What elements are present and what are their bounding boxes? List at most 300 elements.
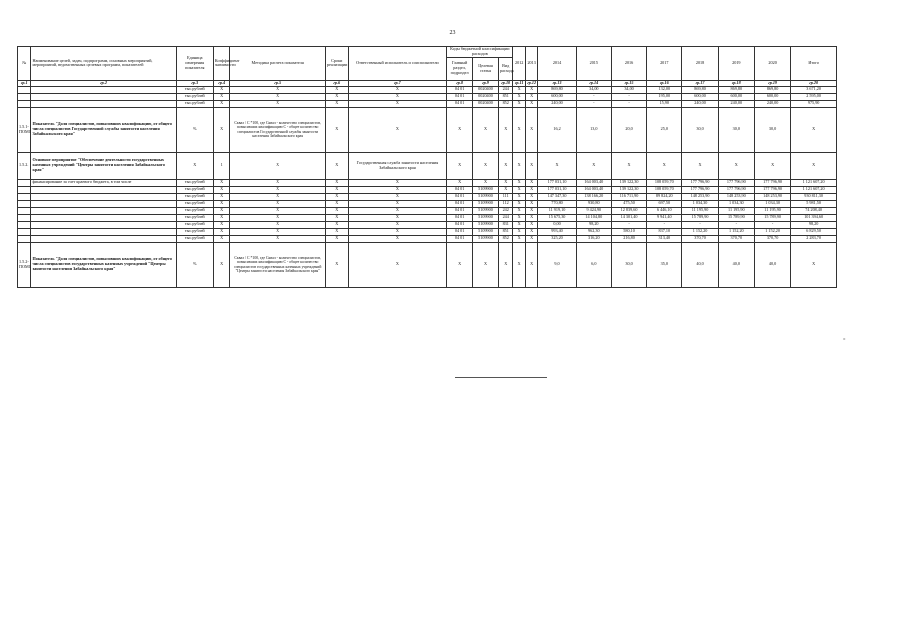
table-cell: 177 796,90 [682, 186, 718, 193]
table-cell: X [213, 214, 230, 221]
table-cell: 1.5.2-ПОМ1 [18, 242, 31, 287]
table-cell: 244 [498, 86, 513, 93]
header-year-2020: 2020 [754, 47, 790, 81]
table-cell: 101 394,60 [791, 214, 837, 221]
table-cell [31, 193, 176, 200]
table-cell: X [525, 228, 537, 235]
table-cell: X [325, 152, 348, 179]
table-cell: X [230, 221, 325, 228]
table-cell: X [513, 207, 525, 214]
table-cell [31, 93, 176, 100]
table-cell: 9 941,40 [647, 214, 682, 221]
table-cell: 177 796,90 [718, 179, 754, 186]
table-cell: Показатель "Доля специалистов, повысивших квалификацию, от общего числа специалистов Государственной службы занятости населения Забайкальского края" [31, 107, 176, 152]
table-cell: X [230, 214, 325, 221]
table-cell: X [213, 93, 230, 100]
table-cell: 177 796,90 [718, 186, 754, 193]
table-cell: Основное мероприятие "Обеспечение деятельности государственных казенных учреждений "Центры занятости населения Забайкальского края" [31, 152, 176, 179]
table-cell: 837,10 [647, 228, 682, 235]
table-row [18, 193, 837, 200]
table-cell: 962,30 [576, 228, 611, 235]
table-cell: 15 789,90 [754, 214, 790, 221]
table-cell: X [525, 86, 537, 93]
table-cell: 40,0 [754, 242, 790, 287]
table-cell: тыс.рублей [176, 214, 213, 221]
table-cell: тыс.рублей [176, 93, 213, 100]
table-cell: 240,00 [754, 100, 790, 107]
table-cell: 0,00 [538, 221, 576, 228]
header-year-2018: 2018 [682, 47, 718, 81]
table-row [18, 228, 837, 235]
table-cell: 316,20 [576, 235, 611, 242]
table-cell: 04 01 [447, 228, 473, 235]
column-number: гр.5 [230, 80, 325, 86]
column-number: гр.16 [647, 80, 682, 86]
table-cell: 34,00 [576, 86, 611, 93]
table-cell: Показатель "Доля специалистов, повысивших квалификацию, от общего числа специалистов государственных казенных учреждений "Центры занятости населения Забайкальского края" [31, 242, 176, 287]
table-cell: X [325, 235, 348, 242]
table-cell: X [498, 186, 513, 193]
table-cell: 89 824,20 [647, 193, 682, 200]
table-cell: 74 208,40 [791, 207, 837, 214]
table-cell: - [576, 100, 611, 107]
table-cell: 13,0 [576, 107, 611, 152]
table-cell: X [325, 100, 348, 107]
page-number: 23 [449, 30, 456, 36]
table-row [18, 179, 837, 186]
header-name: Наименование целей, задач, подпрограмм, основных мероприятий, мероприятий, ведомственных целевых программ, показателей [31, 47, 176, 81]
table-cell: X [473, 242, 499, 287]
table-cell: 993,40 [538, 228, 576, 235]
table-cell: X [230, 93, 325, 100]
table-cell: X [325, 221, 348, 228]
column-number: гр.14 [576, 80, 611, 86]
table-cell: 975,90 [791, 100, 837, 107]
table-cell [31, 100, 176, 107]
table-cell: X [348, 221, 446, 228]
table-cell: 14 104,80 [576, 214, 611, 221]
table-cell: X [348, 86, 446, 93]
table-cell: X [513, 214, 525, 221]
table-cell: 148 253,90 [718, 193, 754, 200]
table-cell: 1 121 607,20 [791, 186, 837, 193]
table-cell: 5109900 [473, 228, 499, 235]
table-cell: 34,00 [611, 86, 646, 93]
table-cell: 370,70 [682, 235, 718, 242]
column-number: гр.2 [31, 80, 176, 86]
table-cell: X [230, 100, 325, 107]
table-cell: 600,00 [754, 93, 790, 100]
table-cell: X [498, 152, 513, 179]
table-cell: 164 003,40 [576, 186, 611, 193]
column-number: гр.10 [498, 80, 513, 86]
table-cell: X [213, 228, 230, 235]
column-number: гр.13 [538, 80, 576, 86]
table-cell: 147 347,30 [538, 193, 576, 200]
table-cell: 6,0 [576, 242, 611, 287]
table-cell: X [513, 100, 525, 107]
table-row [18, 86, 837, 93]
header-code-type: Вид расхода [498, 57, 513, 80]
table-cell: X [348, 235, 446, 242]
header-unit: Единица измерения показателя [176, 47, 213, 81]
table-row [18, 100, 837, 107]
table-row [18, 207, 837, 214]
table-cell [18, 86, 31, 93]
table-cell: X [513, 93, 525, 100]
table-cell [31, 86, 176, 93]
table-cell: 14 301,40 [611, 214, 646, 221]
table-cell: X [348, 100, 446, 107]
table-cell: X [498, 242, 513, 287]
table-cell: X [348, 214, 446, 221]
table-row [18, 235, 837, 242]
table-cell: X [230, 228, 325, 235]
column-number: гр.3 [176, 80, 213, 86]
table-cell: X [682, 152, 718, 179]
table-cell: 5109900 [473, 235, 499, 242]
table-cell [31, 235, 176, 242]
table-cell: 852 [498, 100, 513, 107]
table-cell: 108 059,70 [647, 186, 682, 193]
table-cell: 148 253,90 [754, 193, 790, 200]
table-cell: 138 166,20 [576, 193, 611, 200]
table-cell: 242 [498, 207, 513, 214]
table-cell: X [525, 200, 537, 207]
table-cell [31, 228, 176, 235]
table-cell: X [213, 242, 230, 287]
table-cell: 5109900 [473, 214, 499, 221]
table-cell: 5 981,50 [791, 200, 837, 207]
table-cell: X [447, 242, 473, 287]
table-cell: 177 031,10 [538, 179, 576, 186]
table-cell: 04 01 [447, 100, 473, 107]
table-row [18, 107, 837, 152]
table-cell: X [538, 152, 576, 179]
table-cell: X [513, 228, 525, 235]
table-cell: 30,0 [718, 107, 754, 152]
table-cell: 04 01 [447, 186, 473, 193]
table-cell: 869,80 [682, 86, 718, 93]
table-cell: 12 839,60 [611, 207, 646, 214]
table-cell: X [230, 235, 325, 242]
table-cell: X [513, 235, 525, 242]
table-cell: X [348, 207, 446, 214]
table-cell: 240,00 [718, 100, 754, 107]
table-cell: 869,80 [754, 86, 790, 93]
table-cell: X [718, 152, 754, 179]
header-term: Сроки реализации [325, 47, 348, 81]
table-cell: 1 034,30 [682, 200, 718, 207]
table-cell: тыс.рублей [176, 193, 213, 200]
table-cell: 600,00 [718, 93, 754, 100]
column-number: гр.8 [447, 80, 473, 86]
table-cell: 108 059,70 [647, 179, 682, 186]
table-cell: Сквал / С *100, где Сквал - количество специалистов, повысивших квалификацию С - общее количество специалистов государственных казенных учреждений "Центры занятости населения Забайкальского края" [230, 242, 325, 287]
column-number: гр.15 [611, 80, 646, 86]
table-cell: 325,20 [538, 235, 576, 242]
table-cell: 139 122,30 [611, 179, 646, 186]
table-cell: 240,00 [538, 100, 576, 107]
table-cell: 98,20 [576, 221, 611, 228]
table-cell: X [754, 152, 790, 179]
edge-mark: « [843, 337, 846, 342]
table-cell: X [447, 152, 473, 179]
table-cell: 831 [498, 221, 513, 228]
table-row [18, 200, 837, 207]
table-cell [18, 193, 31, 200]
table-cell: X [325, 200, 348, 207]
table-cell: 04 01 [447, 200, 473, 207]
table-cell: 216,80 [611, 235, 646, 242]
table-cell [31, 207, 176, 214]
table-row [18, 242, 837, 287]
table-cell: 116 711,90 [611, 193, 646, 200]
table-cell: X [513, 242, 525, 287]
table-cell: 1.5.1-ПОМ1 [18, 107, 31, 152]
table-cell: 11 195,90 [754, 207, 790, 214]
column-number: гр.9 [473, 80, 499, 86]
table-cell: 98,20 [791, 221, 837, 228]
table-cell: 177 796,90 [682, 179, 718, 186]
table-cell: 5109900 [473, 207, 499, 214]
table-cell: - [754, 221, 790, 228]
table-cell: X [525, 179, 537, 186]
table-cell: тыс.рублей [176, 221, 213, 228]
table-cell: 132,00 [647, 86, 682, 93]
table-cell: 25,0 [647, 107, 682, 152]
table-cell: X [213, 179, 230, 186]
table-cell: 40,0 [682, 242, 718, 287]
table-cell: X [176, 152, 213, 179]
table-cell: X [213, 200, 230, 207]
table-cell: X [230, 86, 325, 93]
table-cell: 852 [498, 235, 513, 242]
table-cell: - [611, 100, 646, 107]
table-cell: 697,50 [647, 200, 682, 207]
table-cell: 2 595,00 [791, 93, 837, 100]
table-cell: 9 424,90 [576, 207, 611, 214]
header-year-2015: 2015 [576, 47, 611, 81]
table-cell: 20,0 [611, 107, 646, 152]
table-cell: X [513, 179, 525, 186]
table-cell: X [525, 214, 537, 221]
table-row [18, 93, 837, 100]
table-cell: 1.5.2. [18, 152, 31, 179]
table-cell [18, 235, 31, 242]
table-cell: 1 121 607,20 [791, 179, 837, 186]
table-cell: 35,0 [647, 242, 682, 287]
table-cell: X [513, 86, 525, 93]
table-cell: 40,0 [718, 242, 754, 287]
table-cell: - [647, 221, 682, 228]
table-cell [18, 186, 31, 193]
table-cell: 370,70 [718, 235, 754, 242]
table-cell: 148 253,90 [682, 193, 718, 200]
header-year-2013: 2013 [525, 47, 537, 81]
table-cell: 1 [213, 152, 230, 179]
table-cell: X [325, 193, 348, 200]
table-cell: X [473, 152, 499, 179]
table-cell: X [230, 200, 325, 207]
table-cell: X [325, 214, 348, 221]
table-cell: 1 152,20 [682, 228, 718, 235]
table-cell: X [230, 186, 325, 193]
header-year-2012: 2012 [513, 47, 525, 81]
table-cell: X [230, 152, 325, 179]
table-cell: 15 789,90 [682, 214, 718, 221]
table-cell: 30,0 [754, 107, 790, 152]
table-cell: 1 152,20 [718, 228, 754, 235]
header-resp: Ответственный исполнитель и соисполнители [348, 47, 446, 81]
table-cell: 111 [498, 193, 513, 200]
table-cell: тыс.рублей [176, 100, 213, 107]
table-cell: 11 195,90 [682, 207, 718, 214]
table-cell: X [525, 242, 537, 287]
table-cell: X [525, 221, 537, 228]
table-cell: X [525, 107, 537, 152]
table-cell: 770,80 [538, 200, 576, 207]
table-cell: 5109900 [473, 221, 499, 228]
table-row [18, 152, 837, 179]
table-cell: 30,0 [611, 242, 646, 287]
table-cell: X [213, 186, 230, 193]
table-cell: 0020400 [473, 86, 499, 93]
table-cell: X [611, 152, 646, 179]
table-cell: тыс.рублей [176, 179, 213, 186]
table-cell: X [473, 179, 499, 186]
table-cell: X [213, 193, 230, 200]
table-cell: X [513, 200, 525, 207]
table-cell: 1 152,20 [754, 228, 790, 235]
table-cell: 04 01 [447, 221, 473, 228]
header-code-section: Главный раздел, подраздел [447, 57, 473, 80]
table-cell: 04 01 [447, 93, 473, 100]
table-cell: X [213, 100, 230, 107]
table-cell: X [513, 152, 525, 179]
table-cell [18, 100, 31, 107]
table-cell: 11 919,10 [538, 207, 576, 214]
table-cell: 177 796,90 [754, 186, 790, 193]
table-cell: X [791, 242, 837, 287]
header-coef: Коэффициент значимости [213, 47, 230, 81]
table-cell: X [525, 235, 537, 242]
table-cell: 475,50 [611, 200, 646, 207]
header-year-2014: 2014 [538, 47, 576, 81]
table-cell: X [325, 242, 348, 287]
header-year-2016: 2016 [611, 47, 646, 81]
table-cell: 0020400 [473, 100, 499, 107]
table-cell: 164 003,40 [576, 179, 611, 186]
table-cell: X [213, 107, 230, 152]
table-cell: X [325, 86, 348, 93]
header-code-article: Целевая статья [473, 57, 499, 80]
column-number: гр.19 [754, 80, 790, 86]
table-cell: X [791, 152, 837, 179]
header-year-2019: 2019 [718, 47, 754, 81]
table-cell: 6 829,50 [791, 228, 837, 235]
table-cell: - [682, 221, 718, 228]
table-cell: X [447, 107, 473, 152]
table-cell: 112 [498, 200, 513, 207]
table-cell: X [325, 179, 348, 186]
table-cell [18, 228, 31, 235]
table-cell: 15,90 [647, 100, 682, 107]
table-cell: X [348, 93, 446, 100]
table-row [18, 186, 837, 193]
table-cell: 1 034,30 [754, 200, 790, 207]
budget-table [17, 46, 837, 288]
table-cell: X [230, 193, 325, 200]
table-cell [31, 221, 176, 228]
table-cell: X [513, 107, 525, 152]
table-cell: финансирование за счет краевого бюджета, в том числе [31, 179, 176, 186]
table-cell: 139 122,30 [611, 186, 646, 193]
table-cell: % [176, 242, 213, 287]
table-cell: 244 [498, 214, 513, 221]
table-cell: 0020400 [473, 93, 499, 100]
table-cell: X [325, 228, 348, 235]
table-cell: 177 031,10 [538, 186, 576, 193]
table-cell [31, 214, 176, 221]
table-cell: X [498, 107, 513, 152]
table-cell: X [576, 152, 611, 179]
table-cell [18, 214, 31, 221]
column-number: гр.6 [325, 80, 348, 86]
column-number: гр.17 [682, 80, 718, 86]
table-cell: 177 796,90 [754, 179, 790, 186]
table-cell: X [213, 86, 230, 93]
table-cell [31, 200, 176, 207]
table-cell: 15 675,30 [538, 214, 576, 221]
table-cell: X [447, 179, 473, 186]
table-cell: X [348, 242, 446, 287]
table-cell: - [611, 93, 646, 100]
table-cell: - [718, 221, 754, 228]
table-cell: 195,00 [647, 93, 682, 100]
table-cell: X [791, 107, 837, 152]
table-cell: 6 446,10 [647, 207, 682, 214]
column-number: гр.20 [791, 80, 837, 86]
table-cell: 04 01 [447, 207, 473, 214]
table-cell: X [348, 107, 446, 152]
table-row [18, 221, 837, 228]
table-cell: 240,00 [682, 100, 718, 107]
table-cell: 5109900 [473, 186, 499, 193]
table-cell: X [525, 93, 537, 100]
table-cell: 5109900 [473, 200, 499, 207]
table-cell: X [348, 193, 446, 200]
table-cell: 3 671,20 [791, 86, 837, 93]
table-cell [18, 179, 31, 186]
table-cell: 11 195,90 [718, 207, 754, 214]
table-cell: тыс.рублей [176, 200, 213, 207]
table-cell: 851 [498, 93, 513, 100]
table-cell: 600,00 [682, 93, 718, 100]
header-codes: Коды бюджетной классификации расходов [447, 47, 513, 58]
table-cell: X [213, 207, 230, 214]
table-cell: 30,0 [682, 107, 718, 152]
column-number: гр.1 [18, 80, 31, 86]
table-cell: X [348, 228, 446, 235]
table-cell: Сквал / С *100, где Сквал - количество специалистов, повысивших квалификацию С - общее количество специалистов Государственной службы занятости населения Забайкальского края [230, 107, 325, 152]
table-cell: X [525, 193, 537, 200]
table-cell: X [473, 107, 499, 152]
table-row [18, 214, 837, 221]
table-cell: X [513, 221, 525, 228]
table-cell: X [498, 179, 513, 186]
table-cell: X [525, 207, 537, 214]
